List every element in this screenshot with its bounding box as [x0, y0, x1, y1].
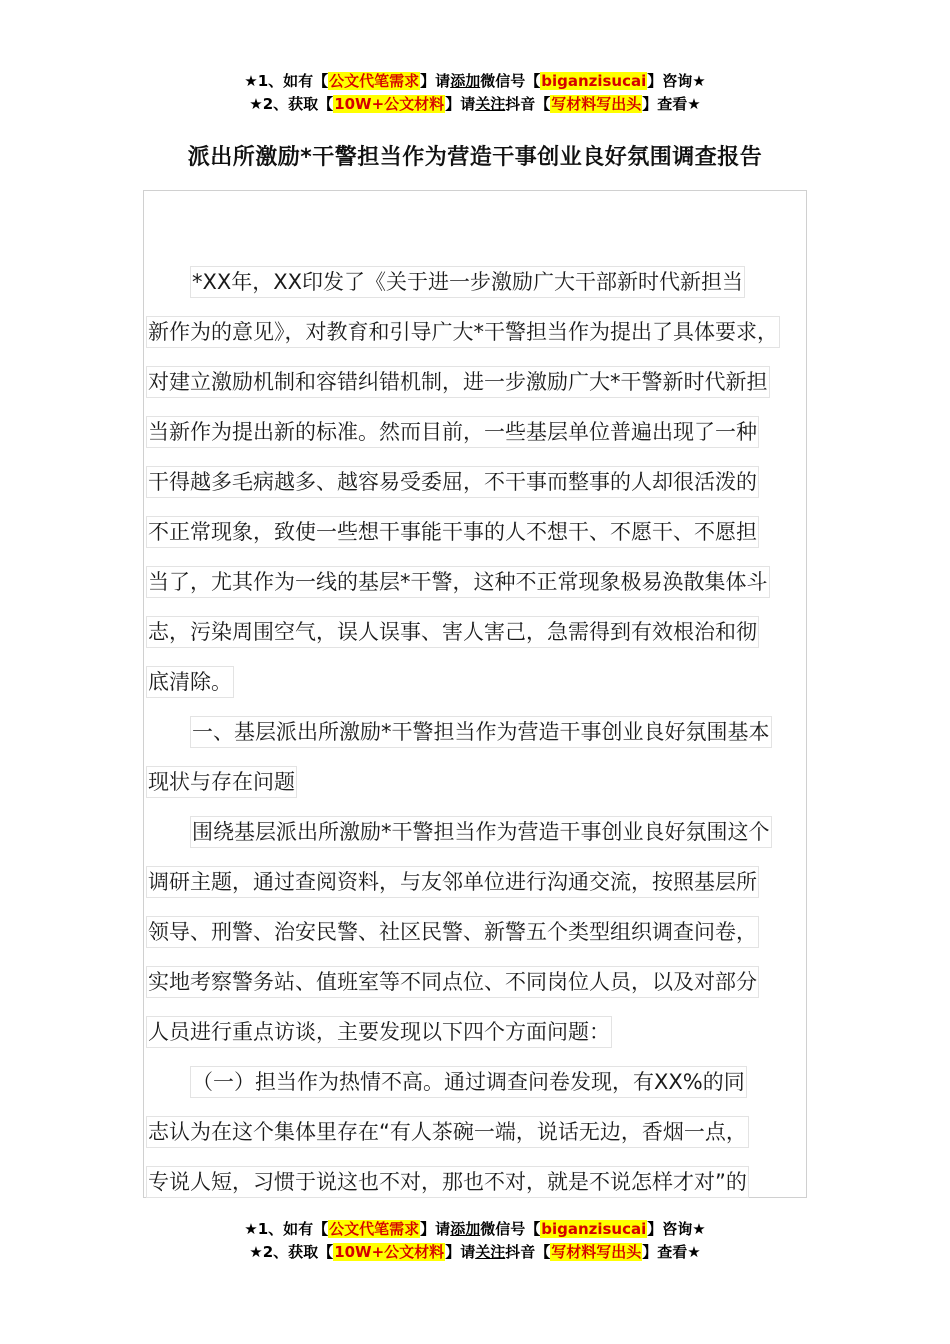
- line-text: 志认为在这个集体里存在“有人茶碗一端，说话无边，香烟一点，: [146, 1116, 749, 1148]
- promo-text: 】查看★: [642, 1243, 701, 1261]
- text-line: [146, 1006, 846, 1056]
- promo-text: 】请: [445, 95, 476, 113]
- text-line: [146, 606, 846, 656]
- promo-line-1: [0, 1218, 950, 1241]
- line-text: 现状与存在问题: [146, 766, 297, 798]
- promo-banner-bottom: [0, 1218, 950, 1264]
- promo-banner-top: [0, 70, 950, 116]
- line-text: 调研主题，通过查阅资料，与友邻单位进行沟通交流，按照基层所: [146, 866, 759, 898]
- line-text: 当新作为提出新的标准。然而目前，一些基层单位普遍出现了一种: [146, 416, 759, 448]
- text-line: [146, 556, 846, 606]
- text-line: [146, 256, 846, 306]
- text-line: [146, 1106, 846, 1156]
- promo-text: 抖音【: [505, 95, 551, 113]
- promo-highlight: 写材料写出头: [551, 95, 642, 113]
- promo-highlight: biganzisucai: [541, 72, 647, 90]
- line-text: 新作为的意见》，对教育和引导广大*干警担当作为提出了具体要求，: [146, 316, 780, 348]
- document-body: [146, 256, 846, 1206]
- promo-underline: 添加: [450, 1220, 481, 1238]
- text-line: [146, 956, 846, 1006]
- promo-highlight: 公文代笔需求: [329, 72, 420, 90]
- promo-text: 】请: [420, 72, 451, 90]
- promo-text: ★2、获取【: [249, 1243, 334, 1261]
- promo-underline: 关注: [475, 95, 506, 113]
- line-text: 人员进行重点访谈，主要发现以下四个方面问题：: [146, 1016, 612, 1048]
- promo-text: 微信号【: [480, 72, 541, 90]
- promo-text: 】请: [420, 1220, 451, 1238]
- text-line: [146, 906, 846, 956]
- promo-highlight: 写材料写出头: [551, 1243, 642, 1261]
- promo-highlight: 10W+公文材料: [334, 1243, 445, 1261]
- line-text: 底清除。: [146, 666, 234, 698]
- promo-text: ★2、获取【: [249, 95, 334, 113]
- line-text: 干得越多毛病越多、越容易受委屈，不干事而整事的人却很活泼的: [146, 466, 759, 498]
- promo-text: 】请: [445, 1243, 476, 1261]
- promo-underline: 关注: [475, 1243, 506, 1261]
- line-text: 志，污染周围空气，误人误事、害人害己，急需得到有效根治和彻: [146, 616, 759, 648]
- section-heading: [146, 706, 846, 756]
- promo-line-2: [0, 1241, 950, 1264]
- line-text: 不正常现象，致使一些想干事能干事的人不想干、不愿干、不愿担: [146, 516, 759, 548]
- text-line: [146, 506, 846, 556]
- line-text: 围绕基层派出所激励*干警担当作为营造干事创业良好氛围这个: [190, 816, 772, 848]
- promo-text: 】查看★: [642, 95, 701, 113]
- promo-text: 】咨询★: [647, 72, 706, 90]
- text-line: [146, 1156, 846, 1206]
- line-text: 实地考察警务站、值班室等不同点位、不同岗位人员，以及对部分: [146, 966, 759, 998]
- promo-text: 抖音【: [505, 1243, 551, 1261]
- promo-underline: 添加: [450, 72, 481, 90]
- promo-highlight: 10W+公文材料: [334, 95, 445, 113]
- text-line: [146, 456, 846, 506]
- line-text: 一、基层派出所激励*干警担当作为营造干事创业良好氛围基本: [190, 716, 772, 748]
- document-title: 派出所激励*干警担当作为营造干事创业良好氛围调查报告: [187, 145, 763, 170]
- text-line: [146, 306, 846, 356]
- text-line: [146, 856, 846, 906]
- line-text: （一）担当作为热情不高。通过调查问卷发现，有XX%的同: [190, 1066, 747, 1098]
- line-text: *XX年，XX印发了《关于进一步激励广大干部新时代新担当: [190, 266, 745, 298]
- promo-highlight: biganzisucai: [541, 1220, 647, 1238]
- section-heading-cont: [146, 756, 846, 806]
- promo-text: 】咨询★: [647, 1220, 706, 1238]
- line-text: 当了，尤其作为一线的基层*干警，这种不正常现象极易涣散集体斗: [146, 566, 770, 598]
- line-text: 对建立激励机制和容错纠错机制，进一步激励广大*干警新时代新担: [146, 366, 770, 398]
- line-text: 领导、刑警、治安民警、社区民警、新警五个类型组织调查问卷，: [146, 916, 759, 948]
- promo-text: ★1、如有【: [244, 1220, 329, 1238]
- promo-line-2: [0, 93, 950, 116]
- text-line: [146, 1056, 846, 1106]
- promo-text: 微信号【: [480, 1220, 541, 1238]
- line-text: 专说人短，习惯于说这也不对，那也不对，就是不说怎样才对”的: [146, 1166, 749, 1198]
- text-line: [146, 406, 846, 456]
- text-line: [146, 356, 846, 406]
- promo-text: ★1、如有【: [244, 72, 329, 90]
- text-line: [146, 806, 846, 856]
- promo-highlight: 公文代笔需求: [329, 1220, 420, 1238]
- text-line: [146, 656, 846, 706]
- promo-line-1: [0, 70, 950, 93]
